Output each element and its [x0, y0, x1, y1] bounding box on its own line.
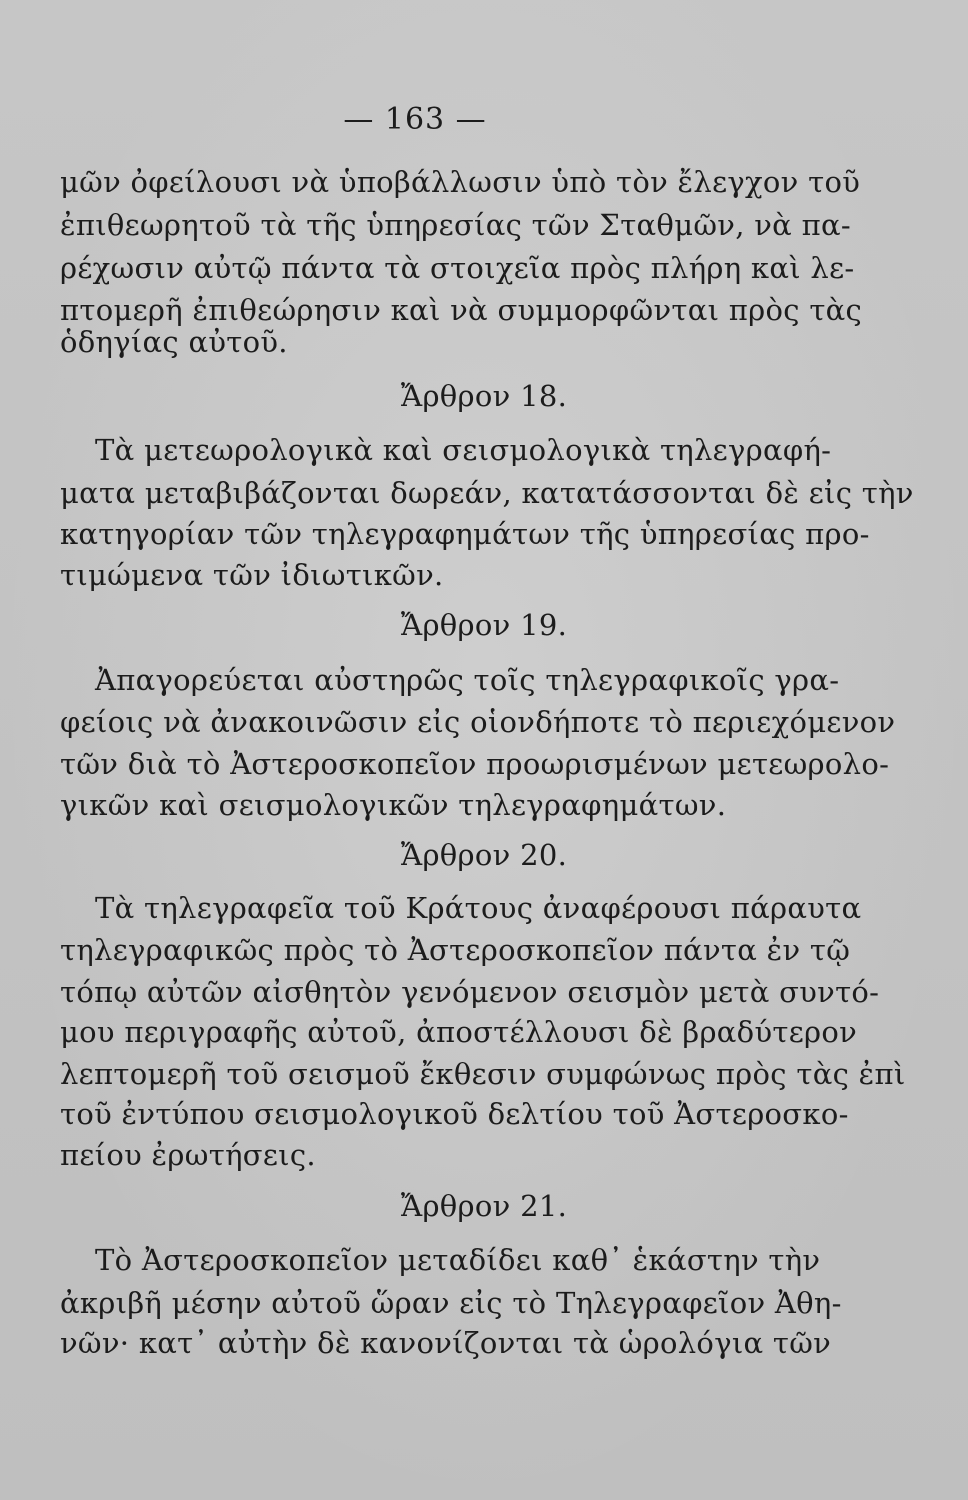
page-number: — 163 — — [343, 102, 487, 137]
text-line: γικῶν καὶ σεισμολογικῶν τηλεγραφημάτων. — [60, 788, 727, 822]
article-heading: Ἄρθρον 21. — [400, 1189, 568, 1223]
text-line: ματα μεταβιβάζονται δωρεάν, κατατάσσονται δὲ εἰς τὴν — [60, 476, 914, 510]
text-line: τόπῳ αὐτῶν αἰσθητὸν γενόμενον σεισμὸν μετὰ συντό- — [60, 975, 880, 1009]
text-line: ὁδηγίας αὐτοῦ. — [60, 325, 288, 359]
article-heading: Ἄρθρον 20. — [400, 838, 568, 872]
text-line: νῶν· κατ᾿ αὐτὴν δὲ κανονίζονται τὰ ὡρολόγια τῶν — [60, 1326, 832, 1360]
text-line: Τὰ μετεωρολογικὰ καὶ σεισμολογικὰ τηλεγραφή- — [95, 433, 832, 467]
text-line: λεπτομερῆ τοῦ σεισμοῦ ἔκθεσιν συμφώνως πρὸς τὰς ἐπὶ — [60, 1057, 906, 1091]
text-line: μου περιγραφῆς αὐτοῦ, ἀποστέλλουσι δὲ βραδύτερον — [60, 1015, 858, 1049]
text-line: ρέχωσιν αὐτῷ πάντα τὰ στοιχεῖα πρὸς πλήρη καὶ λε- — [60, 251, 855, 285]
text-line: πείου ἐρωτήσεις. — [60, 1138, 316, 1172]
text-line: Τὸ Ἀστεροσκοπεῖον μεταδίδει καθ᾿ ἑκάστην τὴν — [95, 1243, 821, 1277]
text-line: Ἀπαγορεύεται αὐστηρῶς τοῖς τηλεγραφικοῖς γρα- — [95, 663, 840, 697]
text-line: τῶν διὰ τὸ Ἀστεροσκοπεῖον προωρισμένων μετεωρολο- — [60, 747, 890, 781]
text-line: κατηγορίαν τῶν τηλεγραφημάτων τῆς ὑπηρεσίας προ- — [60, 517, 870, 551]
article-heading: Ἄρθρον 18. — [400, 379, 568, 413]
text-line: φείοις νὰ ἀνακοινῶσιν εἰς οἱονδήποτε τὸ περιεχόμενον — [60, 705, 896, 739]
text-line: ἀκριβῆ μέσην αὐτοῦ ὥραν εἰς τὸ Τηλεγραφεῖον Ἀθη- — [60, 1286, 842, 1320]
text-line: ἐπιθεωρητοῦ τὰ τῆς ὑπηρεσίας τῶν Σταθμῶν, νὰ πα- — [60, 208, 851, 242]
article-heading: Ἄρθρον 19. — [400, 608, 568, 642]
text-line: τοῦ ἐντύπου σεισμολογικοῦ δελτίου τοῦ Ἀστεροσκο- — [60, 1097, 849, 1131]
text-line: πτομερῆ ἐπιθεώρησιν καὶ νὰ συμμορφῶνται πρὸς τὰς — [60, 293, 863, 327]
text-line: Τὰ τηλεγραφεῖα τοῦ Κράτους ἀναφέρουσι πάραυτα — [95, 891, 862, 925]
text-line: μῶν ὀφείλουσι νὰ ὑποβάλλωσιν ὑπὸ τὸν ἔλεγχον τοῦ — [60, 165, 861, 199]
text-line: τηλεγραφικῶς πρὸς τὸ Ἀστεροσκοπεῖον πάντα ἐν τῷ — [60, 933, 851, 967]
text-line: τιμώμενα τῶν ἰδιωτικῶν. — [60, 558, 444, 592]
